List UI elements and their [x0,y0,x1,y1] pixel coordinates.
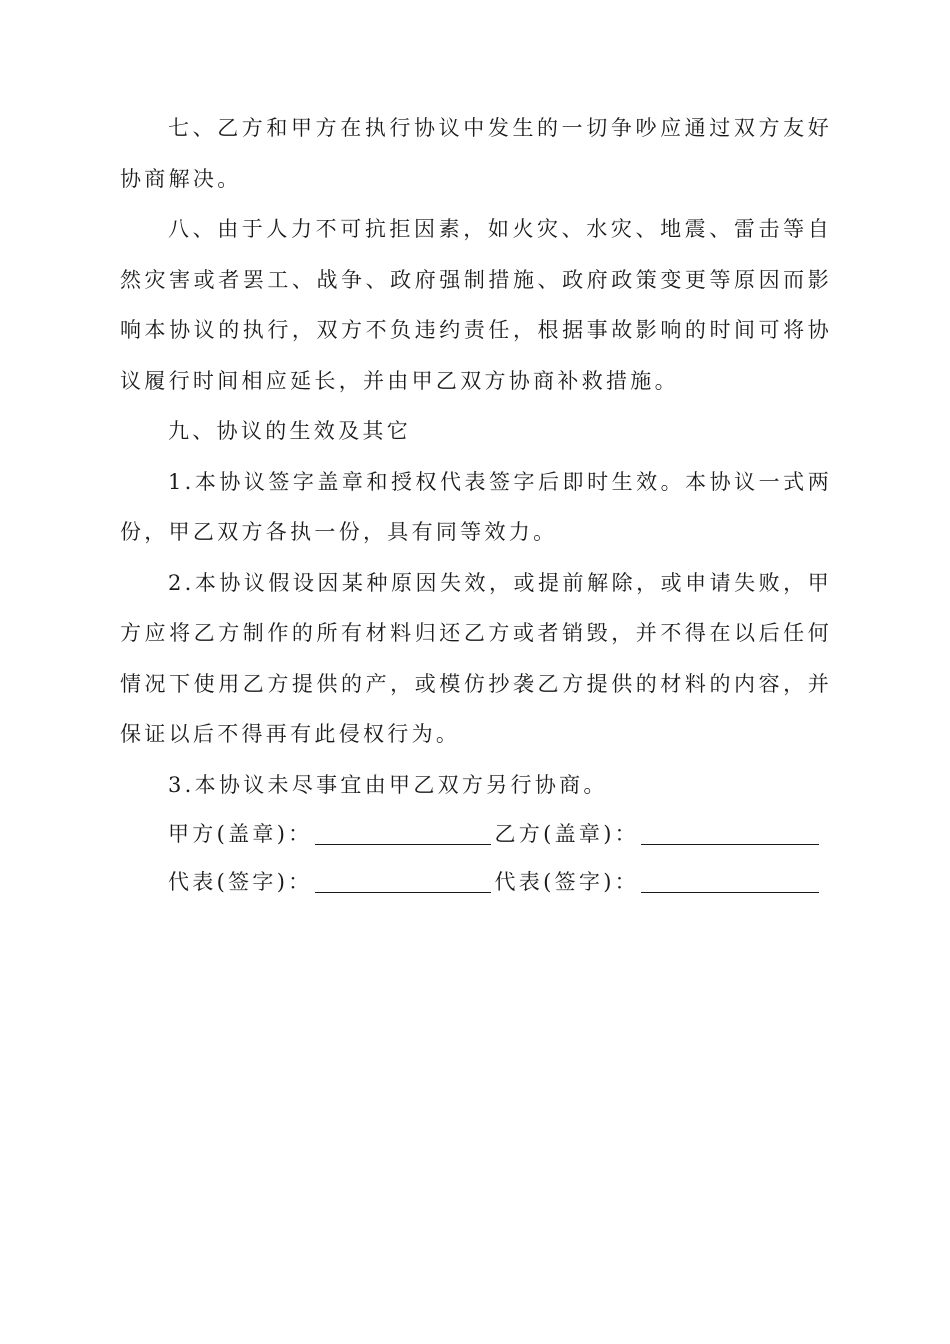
clause-nine-item-2: 2.本协议假设因某种原因失效，或提前解除，或申请失败，甲方应将乙方制作的所有材料归还乙方或者销毁，并不得在以后任何情况下使用乙方提供的产，或模仿抄袭乙方提供的材料的内容，并保证以后不得再有此侵权行为。 [120,570,832,746]
party-a-rep-label: 代表(签字)： [168,870,313,894]
clause-seven: 七、乙方和甲方在执行协议中发生的一切争吵应通过双方友好协商解决。 [120,116,832,191]
party-b-rep-line[interactable] [641,891,819,893]
clause-eight: 八、由于人力不可抗拒因素，如火灾、水灾、地震、雷击等自然灾害或者罢工、战争、政府强制措施、政府政策变更等原因而影响本协议的执行，双方不负违约责任，根据事故影响的时间可将协议履行时间相应延长，并由甲乙双方协商补救措施。 [120,217,832,393]
party-a-rep-line[interactable] [315,891,491,893]
party-b-rep-label: 代表(签字)： [494,870,639,894]
clause-nine-item-3: 3.本协议未尽事宜由甲乙双方另行协商。 [168,772,608,797]
representative-row [120,858,832,906]
seal-row [120,810,832,858]
document-page [120,103,832,906]
clause-nine-heading: 九、协议的生效及其它 [168,419,411,443]
party-b-seal-label: 乙方(盖章)： [494,822,639,846]
party-a-seal-label: 甲方(盖章)： [168,822,313,846]
party-a-seal-line[interactable] [315,843,491,845]
clause-nine-item-1: 1.本协议签字盖章和授权代表签字后即时生效。本协议一式两份，甲乙双方各执一份，具有同等效力。 [120,469,832,544]
party-b-seal-line[interactable] [641,843,819,845]
